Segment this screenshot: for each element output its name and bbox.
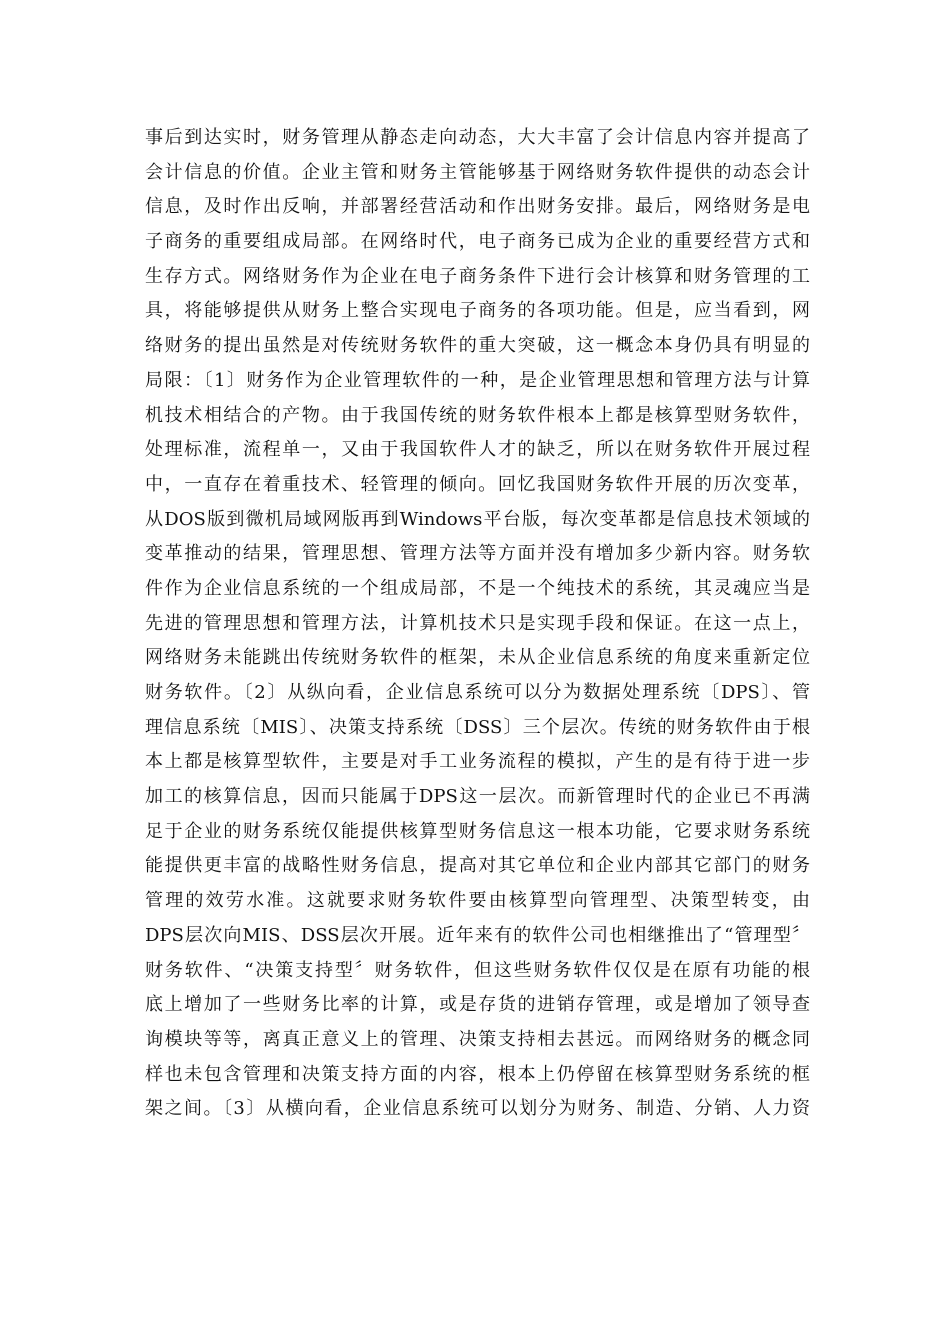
- text-line: 处理标准，流程单一，又由于我国软件人才的缺乏，所以在财务软件开展过程: [145, 439, 810, 461]
- text-line: 足于企业的财务系统仅能提供核算型财务信息这一根本功能，它要求财务系统: [145, 820, 810, 842]
- text-line: 先进的管理思想和管理方法，计算机技术只是实现手段和保证。在这一点上，: [145, 612, 810, 634]
- text-line: 机技术相结合的产物。由于我国传统的财务软件根本上都是核算型财务软件，: [145, 404, 810, 426]
- text-line: 架之间。〔3〕从横向看，企业信息系统可以划分为财务、制造、分销、人力资: [145, 1098, 810, 1120]
- text-line: 理信息系统〔MIS〕、决策支持系统〔DSS〕三个层次。传统的财务软件由于根: [145, 716, 810, 738]
- text-line: 从DOS版到微机局域网版再到Windows平台版，每次变革都是信息技术领域的: [145, 508, 810, 530]
- text-line: 能提供更丰富的战略性财务信息，提高对其它单位和企业内部其它部门的财务: [145, 855, 810, 877]
- text-line: 财务软件、“决策支持型〞财务软件，但这些财务软件仅仅是在原有功能的根: [145, 959, 810, 981]
- text-line: 样也未包含管理和决策支持方面的内容，根本上仍停留在核算型财务系统的框: [145, 1063, 810, 1085]
- text-line: 变革推动的结果，管理思想、管理方法等方面并没有增加多少新内容。财务软: [145, 543, 810, 565]
- text-line: 件作为企业信息系统的一个组成局部，不是一个纯技术的系统，其灵魂应当是: [145, 577, 810, 599]
- text-line: 会计信息的价值。企业主管和财务主管能够基于网络财务软件提供的动态会计: [145, 161, 810, 183]
- text-line: DPS层次向MIS、DSS层次开展。近年来有的软件公司也相继推出了“管理型〞: [145, 924, 810, 946]
- text-line: 生存方式。网络财务作为企业在电子商务条件下进行会计核算和财务管理的工: [145, 265, 810, 287]
- text-line: 加工的核算信息，因而只能属于DPS这一层次。而新管理时代的企业已不再满: [145, 786, 810, 808]
- text-line: 财务软件。〔2〕从纵向看，企业信息系统可以分为数据处理系统〔DPS〕、管: [145, 682, 810, 703]
- text-line: 底上增加了一些财务比率的计算，或是存货的进销存管理，或是增加了领导查: [145, 994, 810, 1016]
- text-line: 网络财务未能跳出传统财务软件的框架，未从企业信息系统的角度来重新定位: [145, 647, 810, 669]
- text-line: 络财务的提出虽然是对传统财务软件的重大突破，这一概念本身仍具有明显的: [145, 335, 810, 357]
- text-line: 事后到达实时，财务管理从静态走向动态，大大丰富了会计信息内容并提高了: [145, 127, 810, 148]
- text-line: 管理的效劳水准。这就要求财务软件要由核算型向管理型、决策型转变，由: [145, 890, 810, 912]
- text-line: 询模块等等，离真正意义上的管理、决策支持相去甚远。而网络财务的概念同: [145, 1028, 810, 1050]
- text-line: 子商务的重要组成局部。在网络时代，电子商务已成为企业的重要经营方式和: [145, 231, 810, 253]
- text-line: 具，将能够提供从财务上整合实现电子商务的各项功能。但是，应当看到，网: [145, 300, 810, 322]
- text-line: 局限：〔1〕财务作为企业管理软件的一种，是企业管理思想和管理方法与计算: [145, 369, 810, 391]
- text-line: 中，一直存在着重技术、轻管理的倾向。回忆我国财务软件开展的历次变革，: [145, 473, 810, 495]
- text-line: 信息，及时作出反响，并部署经营活动和作出财务安排。最后，网络财务是电: [145, 196, 810, 218]
- body-paragraph: [145, 121, 810, 1127]
- text-line: 本上都是核算型软件，主要是对手工业务流程的模拟，产生的是有待于进一步: [145, 751, 810, 773]
